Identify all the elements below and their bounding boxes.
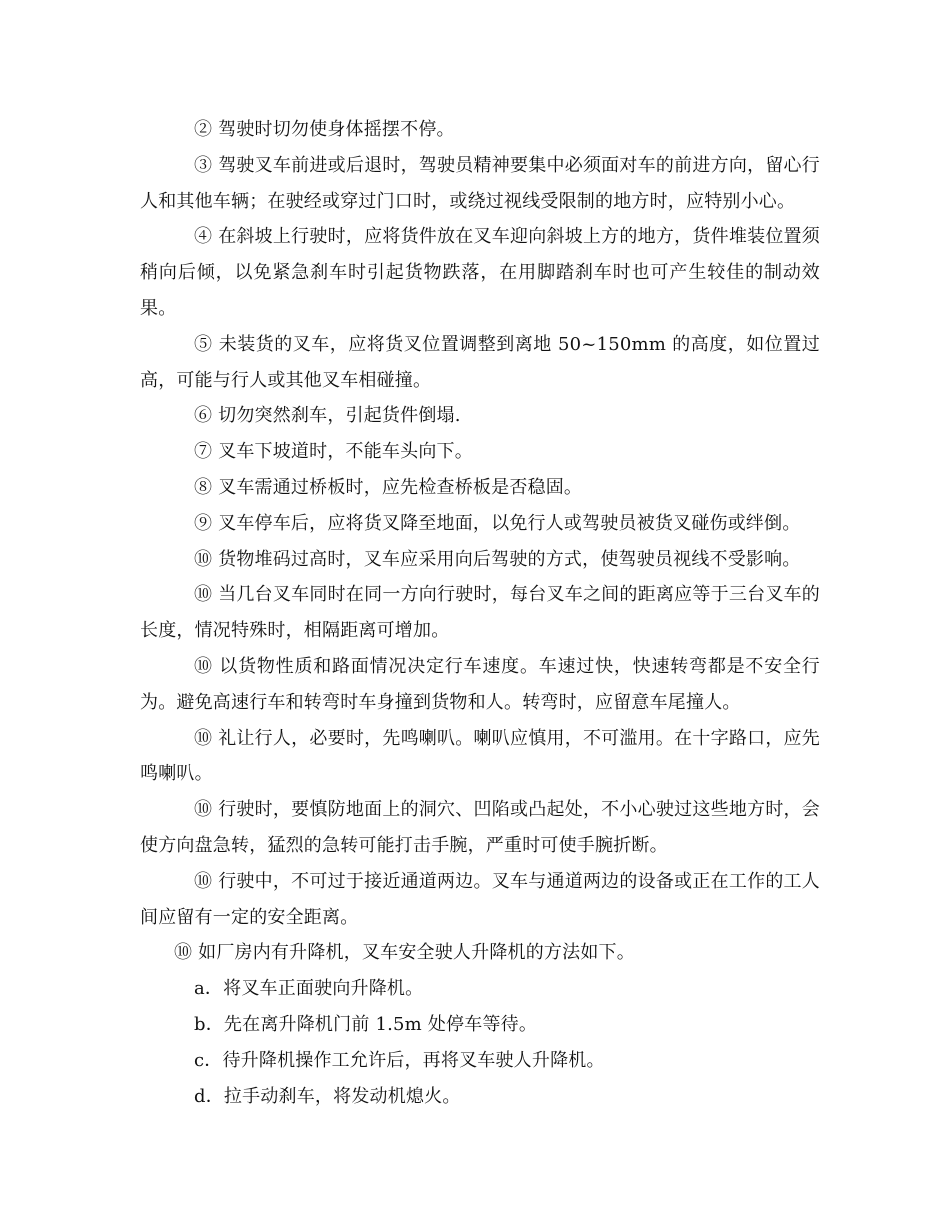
- sub-item-d: d．拉手动刹车，将发动机熄火。: [194, 1085, 461, 1107]
- paragraph-2: ② 驾驶时切勿使身体摇摆不停。: [194, 119, 455, 140]
- paragraph-12: ⑩ 以货物性质和路面情况决定行车速度。车速过快，快速转弯都是不安全行为。避免高速行车和转弯时车身撞到货物和人。转弯时，应留意车尾撞人。: [140, 655, 820, 713]
- paragraph-9: ⑨ 叉车停车后，应将货叉降至地面，以免行人或驾驶员被货叉碰伤或绊倒。: [194, 512, 801, 534]
- paragraph-16: ⑩ 如厂房内有升降机，叉车安全驶人升降机的方法如下。: [174, 942, 635, 964]
- paragraph-7: ⑦ 叉车下坡道时，不能车头向下。: [194, 441, 473, 463]
- document-body: [140, 112, 820, 1114]
- paragraph-13: ⑩ 礼让行人，必要时，先鸣喇叭。喇叭应慎用，不可滥用。在十字路口，应先鸣喇叭。: [140, 727, 820, 785]
- paragraph-15: ⑩ 行驶中，不可过于接近通道两边。叉车与通道两边的设备或正在工作的工人间应留有一定的安全距离。: [140, 870, 820, 928]
- sub-item-a: a．将叉车正面驶向升降机。: [194, 978, 424, 1000]
- paragraph-8: ⑧ 叉车需通过桥板时，应先检查桥板是否稳固。: [194, 476, 583, 498]
- paragraph-5: ⑤ 未装货的叉车，应将货叉位置调整到离地 50~150mm 的高度，如位置过高，可能与行人或其他叉车相碰撞。: [140, 333, 820, 391]
- paragraph-10: ⑩ 货物堆码过高时，叉车应采用向后驾驶的方式，使驾驶员视线不受影响。: [194, 548, 801, 570]
- sub-item-b: b．先在离升降机门前 1.5m 处停车等待。: [194, 1013, 538, 1035]
- paragraph-11: ⑩ 当几台叉车同时在同一方向行驶时，每台叉车之间的距离应等于三台叉车的长度，情况特殊时，相隔距离可增加。: [140, 584, 820, 642]
- sub-item-c: c．待升降机操作工允许后，再将叉车驶人升降机。: [194, 1049, 605, 1071]
- paragraph-14: ⑩ 行驶时，要慎防地面上的洞穴、凹陷或凸起处，不小心驶过这些地方时，会使方向盘急转，猛烈的急转可能打击手腕，严重时可使手腕折断。: [140, 799, 820, 856]
- paragraph-3: ③ 驾驶叉车前进或后退时，驾驶员精神要集中必须面对车的前进方向，留心行人和其他车辆；在驶经或穿过门口时，或绕过视线受限制的地方时，应特别小心。: [140, 154, 820, 212]
- paragraph-6: ⑥ 切勿突然刹车，引起货件倒塌.: [194, 405, 461, 427]
- paragraph-4: ④ 在斜坡上行驶时，应将货件放在叉车迎向斜坡上方的地方，货件堆装位置须稍向后倾，以免紧急刹车时引起货物跌落，在用脚踏刹车时也可产生较佳的制动效果。: [140, 226, 820, 319]
